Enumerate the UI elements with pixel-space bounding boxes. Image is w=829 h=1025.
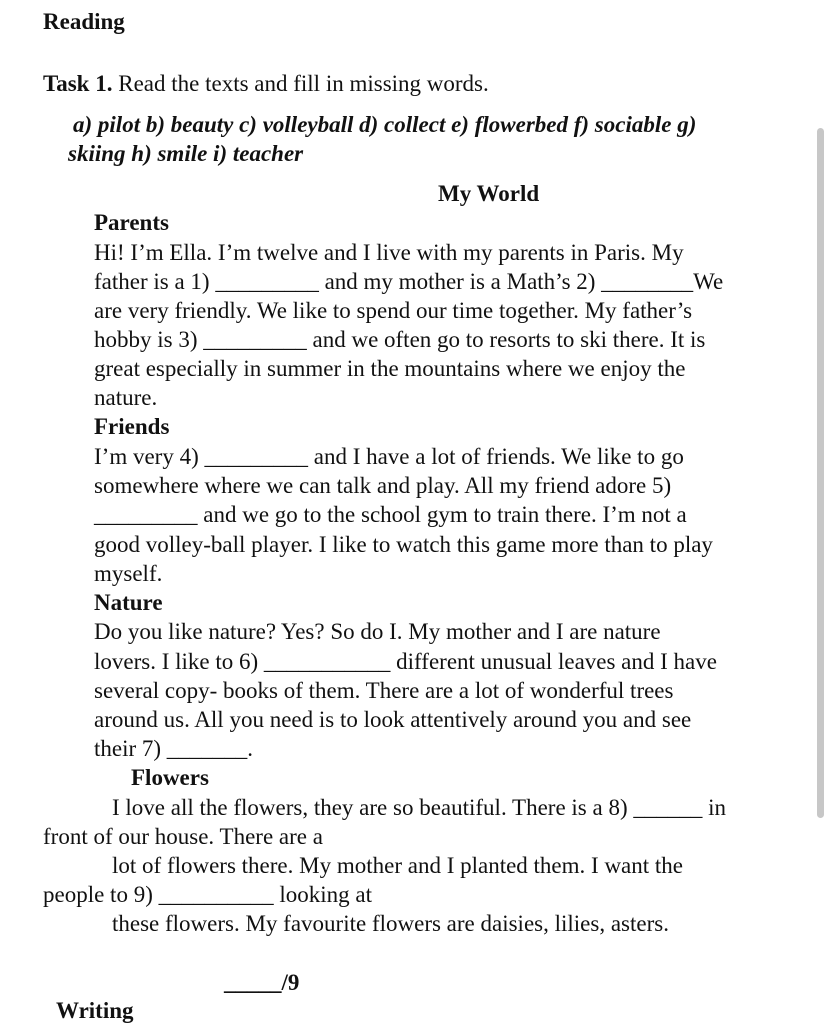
vertical-scrollbar[interactable] <box>817 128 824 818</box>
nature-line: their 7) _______. <box>94 736 254 761</box>
flowers-heading: Flowers <box>131 765 209 790</box>
task-instruction-text: Read the texts and fill in missing words. <box>112 71 489 96</box>
parents-line: hobby is 3) _________ and we often go to resorts to ski there. It is <box>94 327 706 352</box>
nature-line: around us. All you need is to look attentively around you and see <box>94 707 692 732</box>
friends-heading: Friends <box>94 414 170 439</box>
word-options-line-2: skiing h) smile i) teacher <box>68 141 304 166</box>
nature-line: several copy- books of them. There are a lot of wonderful trees <box>94 678 674 703</box>
friends-line: I’m very 4) _________ and I have a lot of friends. We like to go <box>94 444 684 469</box>
task-instruction <box>43 69 489 98</box>
parents-line: Hi! I’m Ella. I’m twelve and I live with my parents in Paris. My <box>94 240 684 265</box>
parents-line: father is a 1) _________ and my mother is a Math’s 2) ________We <box>94 269 724 294</box>
friends-line: myself. <box>94 561 163 586</box>
nature-line: lovers. I like to 6) ___________ different unusual leaves and I have <box>94 649 717 674</box>
parents-line: nature. <box>94 385 158 410</box>
parents-line: great especially in summer in the mountains where we enjoy the <box>94 356 686 381</box>
friends-line: _________ and we go to the school gym to train there. I’m not a <box>94 502 687 527</box>
nature-line: Do you like nature? Yes? So do I. My mother and I are nature <box>94 619 661 644</box>
score-field: _____/9 <box>224 970 300 995</box>
section-heading: Reading <box>43 9 125 34</box>
parents-line: are very friendly. We like to spend our time together. My father’s <box>94 298 693 323</box>
flowers-line: lot of flowers there. My mother and I planted them. I want the <box>112 853 684 878</box>
text-title: My World <box>438 181 540 206</box>
flowers-line: these flowers. My favourite flowers are daisies, lilies, asters. <box>112 911 669 936</box>
task-label: Task 1. <box>43 71 113 96</box>
word-options-line-1: a) pilot b) beauty c) volleyball d) collect e) flowerbed f) sociable g) <box>73 112 697 137</box>
nature-heading: Nature <box>94 590 163 615</box>
flowers-line: front of our house. There are a <box>43 824 323 849</box>
flowers-line: people to 9) __________ looking at <box>43 882 372 907</box>
friends-line: good volley-ball player. I like to watch this game more than to play <box>94 532 713 557</box>
parents-heading: Parents <box>94 210 169 235</box>
friends-line: somewhere where we can talk and play. All my friend adore 5) <box>94 473 672 498</box>
next-section-heading: Writing <box>56 998 134 1023</box>
flowers-line: I love all the flowers, they are so beautiful. There is a 8) ______ in <box>112 795 727 820</box>
